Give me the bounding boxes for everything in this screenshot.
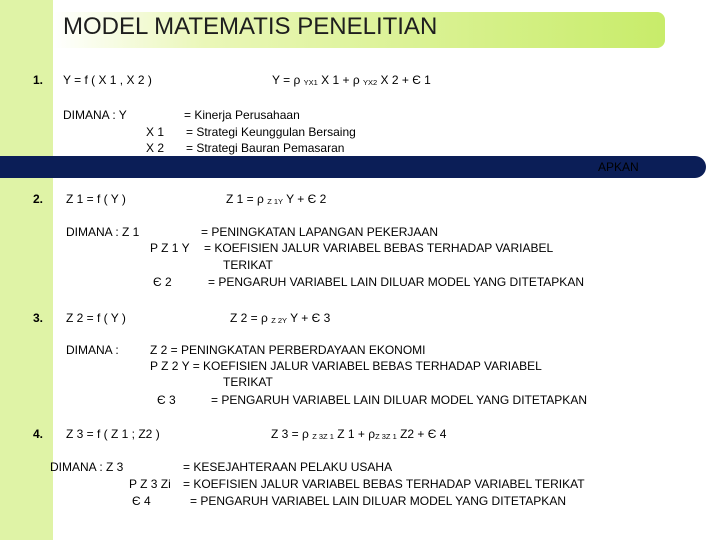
def-2-val-4: = PENGARUH VARIABEL LAIN DILUAR MODEL YANG DITETAPKAN xyxy=(208,275,584,289)
equation-4: Z 3 = ρ Z 3Z 1 Z 1 + ρZ 3Z 1 Z2 + Є 4 xyxy=(271,427,447,441)
equation-3: Z 2 = ρ Z 2Y Y + Є 3 xyxy=(230,311,331,325)
def-2-key-4: Є 2 xyxy=(153,275,172,289)
def-4-key-1: DIMANA : Z 3 xyxy=(50,460,124,474)
function-2: Z 1 = f ( Y ) xyxy=(66,192,126,206)
def-3-key-4: Є 3 xyxy=(157,393,176,407)
section-number-4: 4. xyxy=(33,427,44,441)
equation-2: Z 1 = ρ Z 1Y Y + Є 2 xyxy=(226,192,327,206)
def-1-key-1: DIMANA : Y xyxy=(63,108,127,122)
def-3-val-1: Z 2 = PENINGKATAN PERBERDAYAAN EKONOMI xyxy=(150,343,426,357)
def-3-val-3: TERIKAT xyxy=(223,375,273,389)
def-2-key-1: DIMANA : Z 1 xyxy=(66,225,140,239)
left-accent-bar xyxy=(0,0,53,540)
section-number-3: 3. xyxy=(33,311,44,325)
band-tail-text: APKAN xyxy=(598,160,639,174)
def-1-val-3: = Strategi Bauran Pemasaran xyxy=(186,141,345,155)
page-title: MODEL MATEMATIS PENELITIAN xyxy=(63,13,438,40)
def-4-val-2: = KOEFISIEN JALUR VARIABEL BEBAS TERHADAP VARIABEL TERIKAT xyxy=(183,477,585,491)
def-1-key-3: X 2 xyxy=(146,141,165,155)
def-2-val-1: = PENINGKATAN LAPANGAN PEKERJAAN xyxy=(201,225,439,239)
section-number-1: 1. xyxy=(33,73,44,87)
equation-1: Y = ρ YX1 X 1 + ρ YX2 X 2 + Є 1 xyxy=(272,73,431,87)
def-2-key-2: P Z 1 Y xyxy=(150,241,190,255)
def-1-val-2: = Strategi Keunggulan Bersaing xyxy=(186,125,356,139)
def-3-key-1: DIMANA : xyxy=(66,343,119,357)
def-3-val-2: P Z 2 Y = KOEFISIEN JALUR VARIABEL BEBAS TERHADAP VARIABEL xyxy=(150,359,542,373)
def-4-val-1: = KESEJAHTERAAN PELAKU USAHA xyxy=(183,460,393,474)
def-2-val-3: TERIKAT xyxy=(223,258,273,272)
def-2-val-2: = KOEFISIEN JALUR VARIABEL BEBAS TERHADAP VARIABEL xyxy=(204,241,554,255)
function-3: Z 2 = f ( Y ) xyxy=(66,311,126,325)
function-1: Y = f ( X 1 , X 2 ) xyxy=(63,73,152,87)
def-4-key-3: Є 4 xyxy=(132,494,151,508)
def-4-val-3: = PENGARUH VARIABEL LAIN DILUAR MODEL YANG DITETAPKAN xyxy=(190,494,566,508)
def-3-val-4: = PENGARUH VARIABEL LAIN DILUAR MODEL YANG DITETAPKAN xyxy=(211,393,587,407)
def-4-key-2: P Z 3 Zi xyxy=(129,477,171,491)
function-4: Z 3 = f ( Z 1 ; Z2 ) xyxy=(66,427,160,441)
def-1-key-2: X 1 xyxy=(146,125,165,139)
section-number-2: 2. xyxy=(33,192,44,206)
def-1-val-1: = Kinerja Perusahaan xyxy=(184,108,300,122)
